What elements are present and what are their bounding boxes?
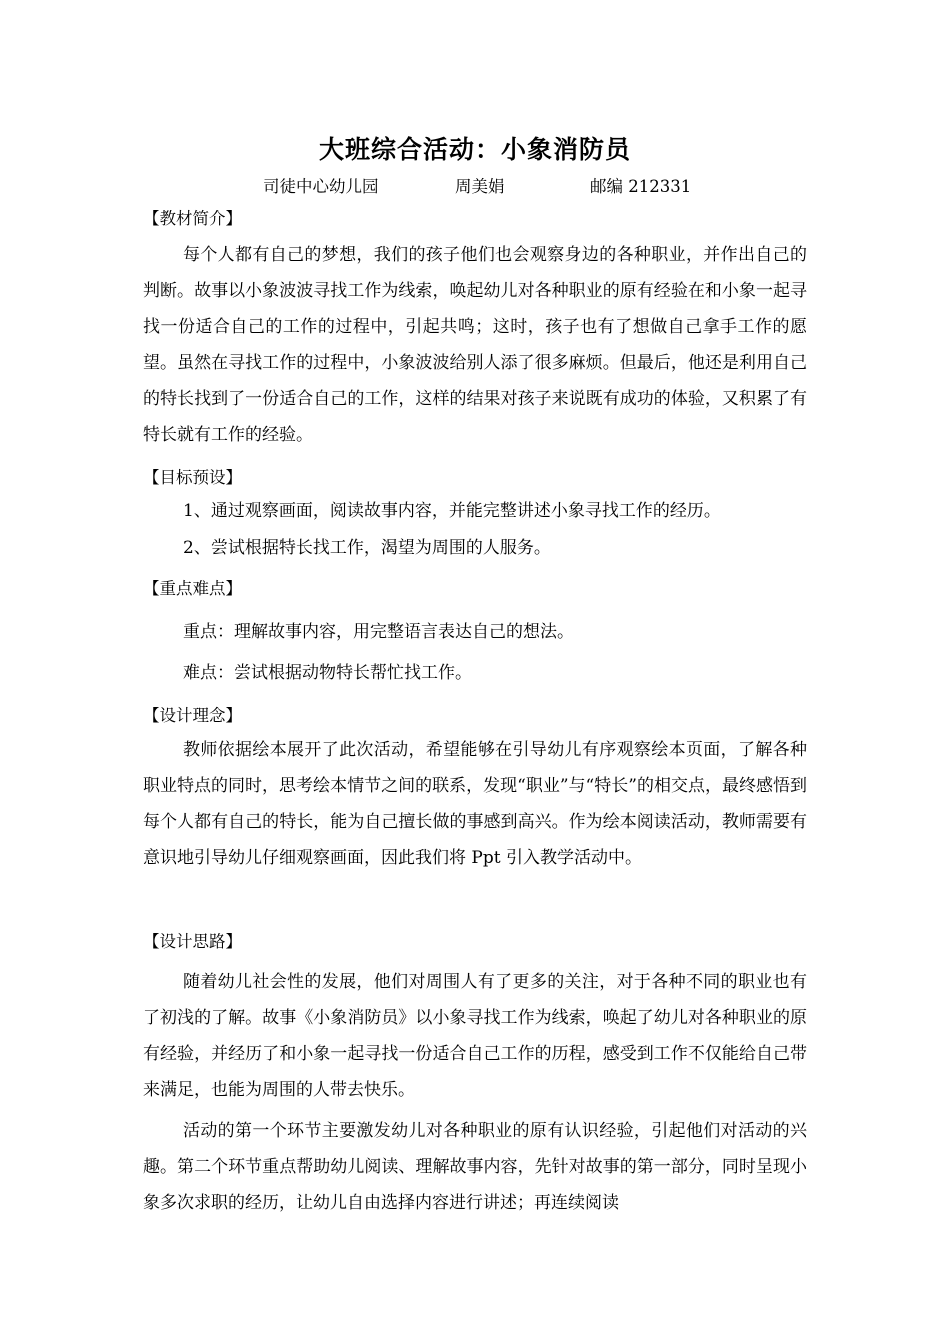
difficult-point: 难点：尝试根据动物特长帮忙找工作。 <box>183 663 472 683</box>
section-heading-goals: 【目标预设】 <box>143 468 242 487</box>
section-heading-design-approach: 【设计思路】 <box>143 932 242 951</box>
byline-postcode: 邮编 212331 <box>590 177 692 196</box>
document-title: 大班综合活动：小象消防员 <box>318 135 631 164</box>
section-paragraph: 随着幼儿社会性的发展，他们对周围人有了更多的关注，对于各种不同的职业也有了初浅的了解。故事《小象消防员》以小象寻找工作为线索，唤起了幼儿对各种职业的原有经验，并经历了和小象一起寻找一份适合自己工作的历程，感受到工作不仅能给自己带来满足，也能为周围的人带去快乐。 <box>143 972 807 1100</box>
byline-school: 司徒中心幼儿园 <box>263 177 379 196</box>
goal-item-1: 1、通过观察画面，阅读故事内容，并能完整讲述小象寻找工作的经历。 <box>183 501 721 521</box>
section-heading-key-points: 【重点难点】 <box>143 579 242 598</box>
section-heading-design-concept: 【设计理念】 <box>143 706 242 725</box>
section-paragraph: 活动的第一个环节主要激发幼儿对各种职业的原有认识经验，引起他们对活动的兴趣。第二个环节重点帮助幼儿阅读、理解故事内容，先针对故事的第一部分，同时呈现小象多次求职的经历，让幼儿自由选择内容进行讲述；再连续阅读 <box>143 1121 807 1213</box>
section-heading-materials: 【教材简介】 <box>143 209 242 228</box>
goal-item-2: 2、尝试根据特长找工作，渴望为周围的人服务。 <box>183 538 551 558</box>
byline-author: 周美娟 <box>455 177 505 196</box>
section-paragraph: 每个人都有自己的梦想，我们的孩子他们也会观察身边的各种职业，并作出自己的判断。故事以小象波波寻找工作为线索，唤起幼儿对各种职业的原有经验在和小象一起寻找一份适合自己的工作的过程中，引起共鸣；这时，孩子也有了想做自己拿手工作的愿望。虽然在寻找工作的过程中，小象波波给别人添了很多麻烦。但最后，他还是利用自己的特长找到了一份适合自己的工作，这样的结果对孩子来说既有成功的体验，又积累了有特长就有工作的经验。 <box>143 245 807 445</box>
key-point: 重点：理解故事内容，用完整语言表达自己的想法。 <box>183 622 574 642</box>
byline <box>0 174 950 200</box>
section-paragraph: 教师依据绘本展开了此次活动，希望能够在引导幼儿有序观察绘本页面，了解各种职业特点的同时，思考绘本情节之间的联系，发现“职业”与“特长”的相交点，最终感悟到每个人都有自己的特长，能为自己擅长做的事感到高兴。作为绘本阅读活动，教师需要有意识地引导幼儿仔细观察画面，因此我们将 Ppt 引入教学活动中。 <box>143 740 807 868</box>
